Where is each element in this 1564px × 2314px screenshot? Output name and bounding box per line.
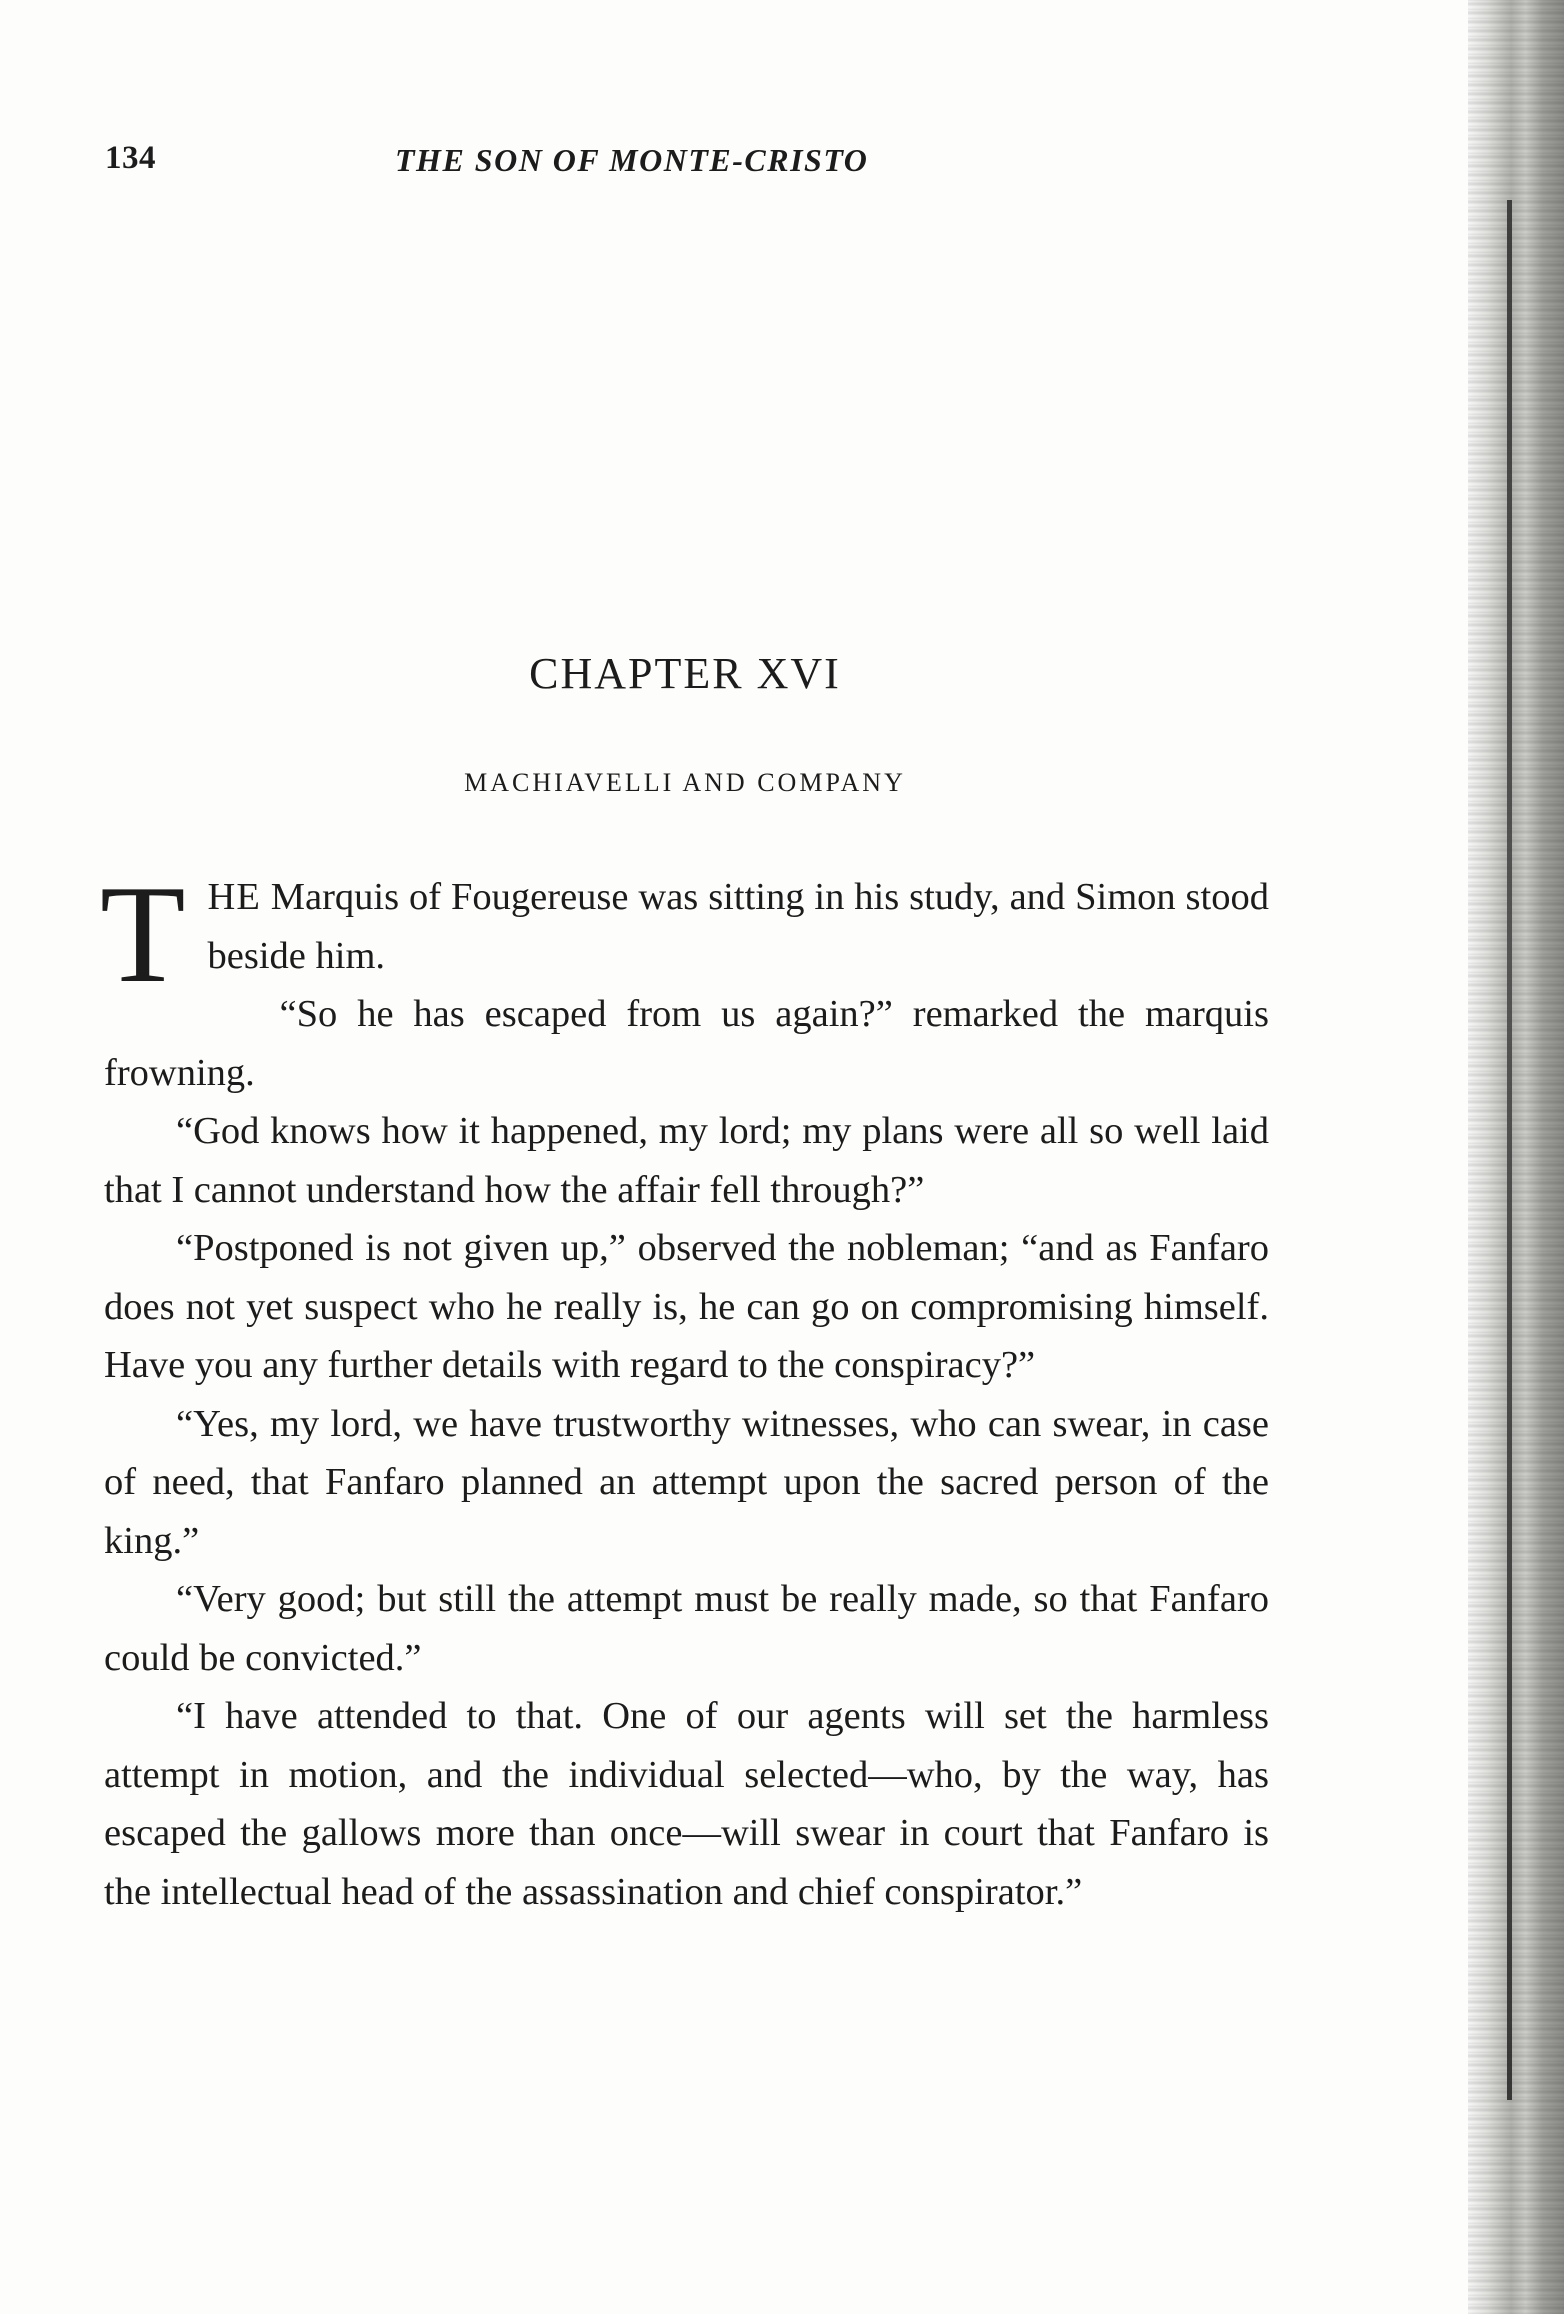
paragraph: “Very good; but still the attempt must be really made, so that Fanfaro could be convicted.” [104,1578,1269,1679]
opening-text: Marquis of Fougereuse was sitting in his study, and Simon stood beside him. [207,876,1269,977]
page-number: 134 [105,140,156,176]
opening-smallcaps: HE [207,876,261,918]
chapter-number: CHAPTER XVI [529,649,841,698]
paragraph: “God knows how it happened, my lord; my plans were all so well laid that I cannot understand how the affair fell through?” [104,1110,1269,1211]
chapter-title: MACHIAVELLI AND COMPANY [464,768,906,797]
paragraph: “Postponed is not given up,” observed the nobleman; “and as Fanfaro does not yet suspect who he really is, he can go on compromising himself. Have you any further details with regard to the conspiracy?” [104,1227,1269,1386]
paragraph: “I have attended to that. One of our agents will set the harmless attempt in motion, and the individual selected—who, by the way, has escaped the gallows more than once—will swear in court that Fanfaro is the intellectual head of the assassination and chief conspirator.” [104,1695,1269,1913]
paragraph: “Yes, my lord, we have trustworthy witnesses, who can swear, in case of need, that Fanfaro planned an attempt upon the sacred person of the king.” [104,1402,1269,1562]
paragraph: “So he has escaped from us again?” remarked the marquis frowning. [104,993,1269,1094]
drop-cap: T [100,857,186,1012]
paragraph-opening [100,857,1269,1012]
binding-gutter [1468,0,1564,2314]
running-head [105,140,1270,184]
running-title: THE SON OF MONTE-CRISTO [395,142,869,178]
body-text [100,857,1269,1921]
binding-edge-line [1507,200,1512,2100]
